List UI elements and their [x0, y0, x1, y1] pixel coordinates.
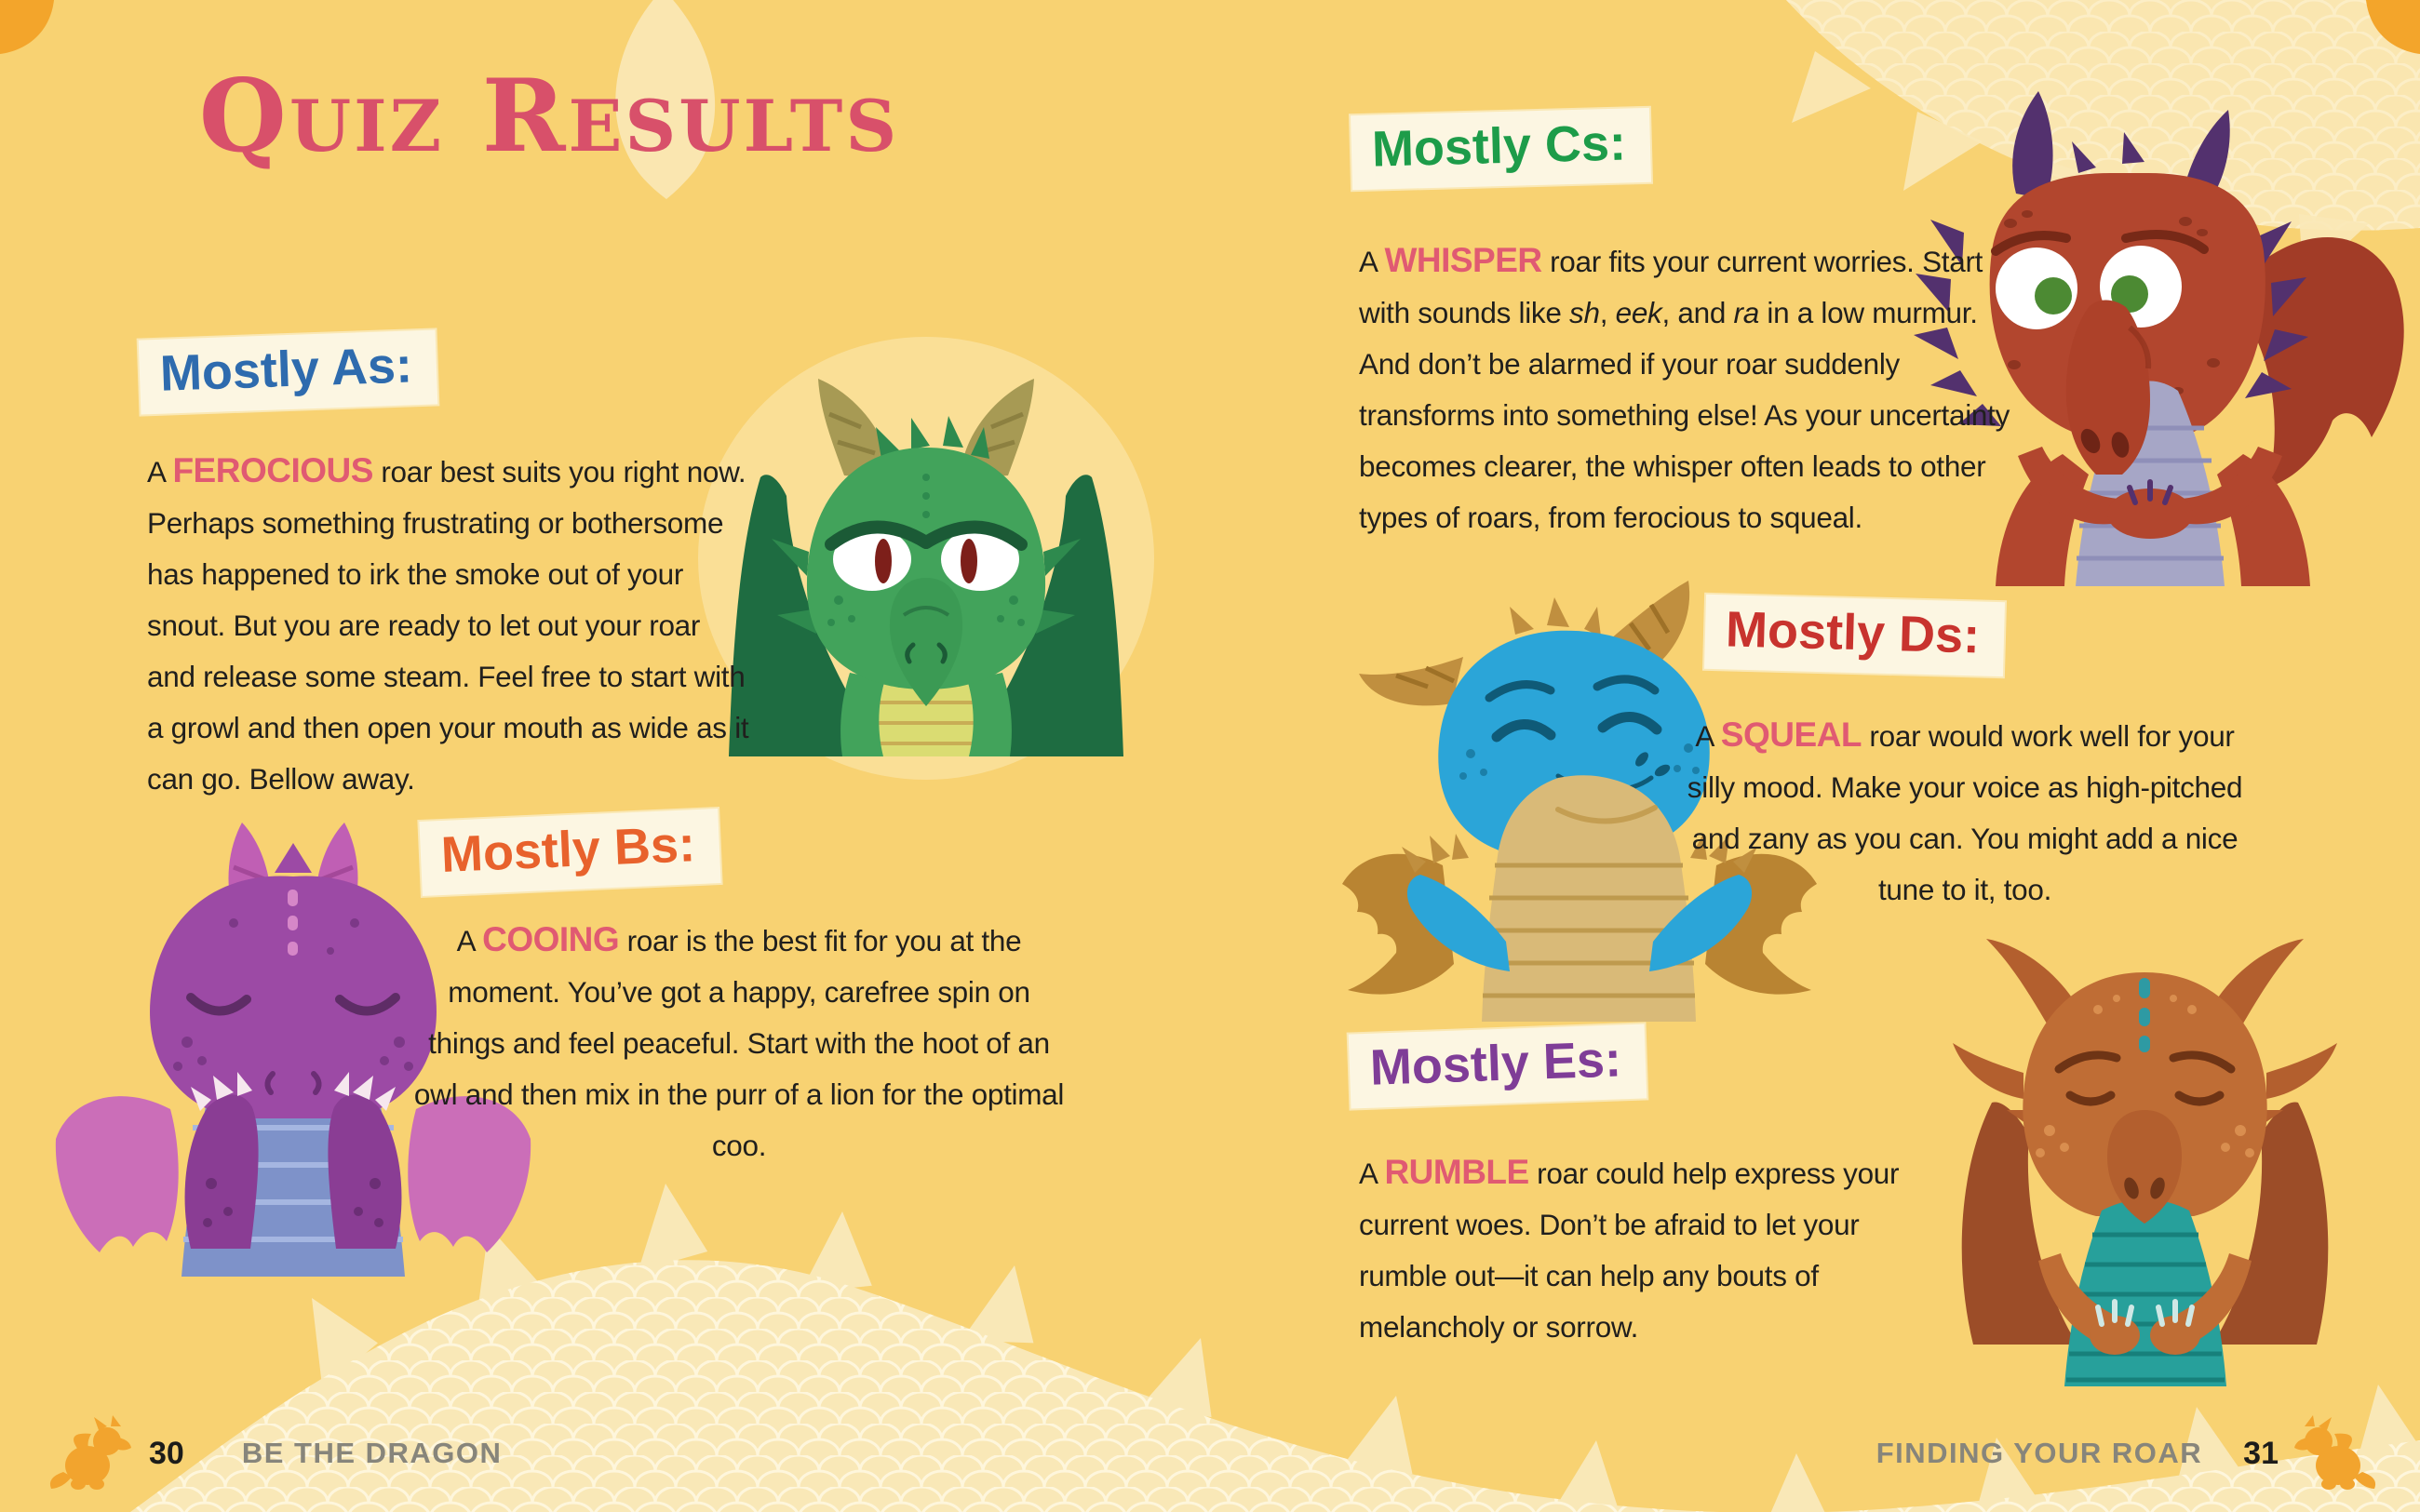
chapter-title-right: FINDING YOUR ROAR: [1876, 1437, 2203, 1469]
page-number-left: 30: [149, 1435, 184, 1471]
roar-keyword: COOING: [482, 919, 620, 958]
dragon-icon: [45, 1414, 134, 1492]
text-segment: in a low murmur. And don’t be alarmed if your roar suddenly transforms into something else! As your uncertainty becomes clearer, the whisper often leads to other types of roars, from ferocious to squeal.: [1359, 295, 2010, 534]
footer-right: [1863, 1414, 2381, 1492]
text-segment: A: [147, 454, 173, 488]
text-segment: A: [1695, 718, 1721, 753]
green-dragon-illustration: [712, 366, 1140, 756]
heading-label: Mostly Bs:: [419, 809, 720, 896]
paragraph-mostly-es: [1359, 1146, 1904, 1353]
paragraph-mostly-as: [147, 445, 754, 805]
heading-mostly-es: [1350, 1029, 1646, 1104]
heading-mostly-ds: [1705, 598, 2004, 673]
text-segment: sh: [1569, 295, 1600, 329]
text-segment: ,: [1599, 295, 1616, 329]
heading-label: Mostly As:: [139, 329, 438, 414]
text-segment: roar would work well for your silly mood. Make your voice as high-pitched and zany as you can. You might add a nice tune to it, too.: [1687, 718, 2243, 906]
paragraph-mostly-cs: [1359, 234, 2014, 543]
text-segment: roar best suits you right now. Perhaps something frustrating or bothersome has happened to irk the smoke out of your snout. But you are ready to let out your roar and release some steam. Feel free to start with a growl and then open your mouth as wide as it can go. Bellow away.: [147, 454, 749, 796]
page-number-right: 31: [2243, 1435, 2279, 1471]
text-segment: roar could help express your current woes. Don’t be afraid to let your rumble out—it can help any bouts of melancholy or sorrow.: [1359, 1156, 1900, 1344]
text-segment: A: [1359, 244, 1385, 278]
heading-label: Mostly Ds:: [1704, 595, 2005, 676]
brown-dragon-illustration: [1919, 917, 2371, 1386]
text-segment: roar fits your current worries. Start with sounds like: [1359, 244, 1983, 329]
text-segment: , and: [1661, 295, 1734, 329]
text-segment: A: [456, 923, 483, 957]
paragraph-mostly-bs: [408, 914, 1070, 1171]
roar-keyword: SQUEAL: [1720, 715, 1862, 754]
heading-label: Mostly Es:: [1349, 1024, 1647, 1108]
footer-left: [45, 1414, 515, 1492]
heading-mostly-as: [140, 335, 437, 409]
paragraph-mostly-ds: [1681, 709, 2249, 916]
roar-keyword: RUMBLE: [1384, 1152, 1529, 1191]
roar-keyword: WHISPER: [1384, 240, 1542, 279]
corner-accent-left: [0, 0, 54, 54]
text-segment: ra: [1733, 295, 1759, 329]
page-title: Quiz Results: [198, 58, 900, 175]
book-title-left: BE THE DRAGON: [241, 1437, 503, 1469]
dragon-icon: [2292, 1414, 2381, 1492]
heading-label: Mostly Cs:: [1351, 108, 1651, 190]
heading-mostly-bs: [421, 815, 719, 890]
text-segment: roar is the best fit for you at the moment. You’ve got a happy, carefree spin on things and feel peaceful. Start with the hoot of an owl and then mix in the purr of a lion for the optimal coo.: [413, 923, 1065, 1162]
heading-mostly-cs: [1351, 112, 1650, 186]
text-segment: eek: [1615, 295, 1662, 329]
roar-keyword: FEROCIOUS: [172, 450, 373, 489]
text-segment: A: [1359, 1156, 1385, 1190]
